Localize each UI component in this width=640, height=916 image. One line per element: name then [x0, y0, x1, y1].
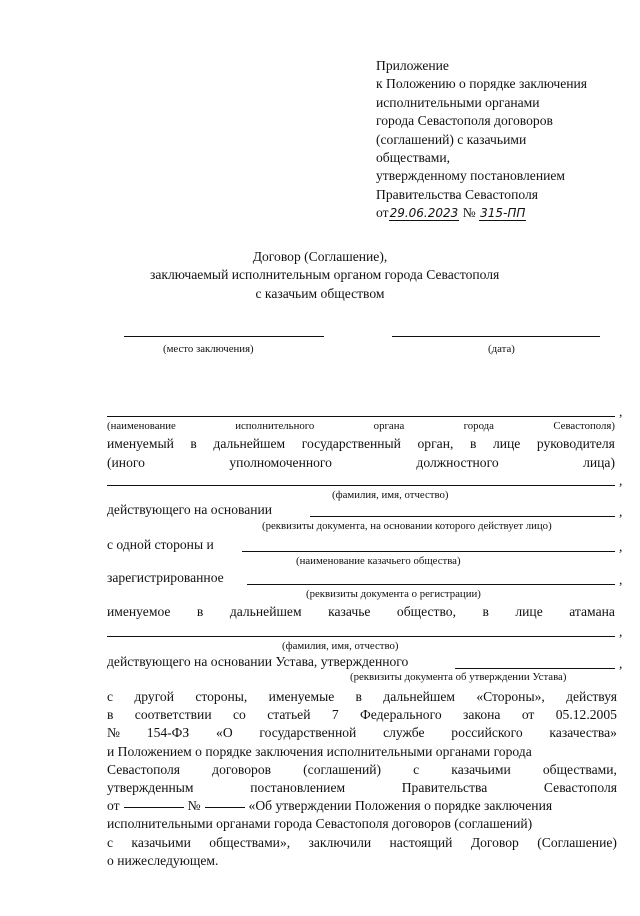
comma: , [619, 504, 623, 519]
named-line: именуемый в дальнейшем государственный орган, в лице руководителя [107, 436, 615, 451]
org-name-line [107, 416, 615, 417]
blank-number [205, 797, 245, 808]
paragraph-line: и Положением о порядке заключения исполнительными органами города [107, 743, 532, 759]
blank-date [124, 797, 184, 808]
comma: , [619, 539, 623, 554]
charter-caption: (реквизиты документа об утверждении Устава) [350, 671, 567, 683]
registration-line [247, 584, 615, 585]
other-official-line: (иного уполномоченного должностного лица) [107, 455, 615, 470]
comma: , [619, 404, 623, 419]
title-line: с казачьим обществом [255, 285, 385, 301]
paragraph-line: утвержденным постановлением Правительства Севастополя [107, 780, 617, 796]
comma: , [619, 572, 623, 587]
date-blank-line [392, 336, 600, 337]
paragraph-line: в соответствии со статьей 7 Федерального закона от 05.12.2005 [107, 707, 617, 723]
doc-details-caption: (реквизиты документа, на основании которого действует лицо) [262, 520, 552, 532]
cossack-name-caption: (наименование казачьего общества) [296, 555, 461, 567]
ataman-fio-line [107, 636, 615, 637]
place-blank-line [124, 336, 324, 337]
paragraph-line: с другой стороны, именуемые в дальнейшем «Стороны», действуя [107, 689, 617, 704]
named-society-line: именуемое в дальнейшем казачье общество, в лице атамана [107, 604, 615, 619]
date-caption: (дата) [488, 343, 515, 355]
cossack-name-line [242, 551, 615, 552]
acting-basis-label: действующего на основании [107, 502, 273, 517]
fio-caption: (фамилия, имя, отчество) [332, 489, 449, 501]
document-title [150, 248, 500, 303]
registered-label: зарегистрированное [107, 570, 224, 585]
from-prefix: от [376, 205, 389, 221]
paragraph-line: Севастополя договоров (соглашений) с казачьими обществами, [107, 761, 617, 777]
fio-line [107, 485, 615, 486]
place-caption: (место заключения) [163, 343, 254, 355]
fio-caption-2: (фамилия, имя, отчество) [282, 640, 399, 652]
annex-line: к Положению о порядке заключения [376, 76, 588, 92]
annex-line: обществами, [376, 150, 451, 166]
closing-paragraph [107, 688, 617, 870]
annex-line: Правительства Севастополя [376, 186, 539, 202]
basis-doc-line [310, 516, 615, 517]
org-name-caption: (наименование исполнительного органа города Севастополя) [107, 420, 615, 432]
paragraph-line: № 154-ФЗ «О государственной службе российского казачества» [107, 725, 617, 741]
charter-line [455, 668, 615, 669]
handwritten-date: 29.06.2023 [389, 206, 459, 221]
registration-caption: (реквизиты документа о регистрации) [306, 588, 481, 600]
annex-line: города Севастополя договоров [376, 113, 553, 129]
annex-header [376, 57, 626, 223]
comma: , [619, 624, 623, 639]
title-line: заключаемый исполнительным органом города Севастополя [150, 267, 500, 283]
paragraph-last-line: о нижеследующем. [107, 852, 219, 868]
handwritten-number: 315-ПП [480, 206, 526, 221]
annex-line: (соглашений) с казачьими [376, 131, 527, 147]
comma: , [619, 656, 623, 671]
paragraph-line: исполнительными органами города Севастополя договоров (соглашений) [107, 816, 533, 832]
paragraph-line: с казачьими обществами», заключили настоящий Договор (Соглашение) [107, 834, 617, 850]
annex-line: Приложение [376, 58, 449, 73]
acting-charter-label: действующего на основании Устава, утвержденного [107, 654, 409, 669]
annex-date-line [376, 204, 626, 222]
annex-line: утвержденному постановлением [376, 168, 566, 184]
title-line: Договор (Соглашение), [252, 249, 388, 264]
annex-line: исполнительными органами [376, 94, 540, 110]
paragraph-line: от № «Об утверждении Положения о порядке заключения [107, 798, 553, 814]
number-sign: № [462, 205, 476, 221]
comma: , [619, 473, 623, 488]
one-side-label: с одной стороны и [107, 537, 214, 552]
